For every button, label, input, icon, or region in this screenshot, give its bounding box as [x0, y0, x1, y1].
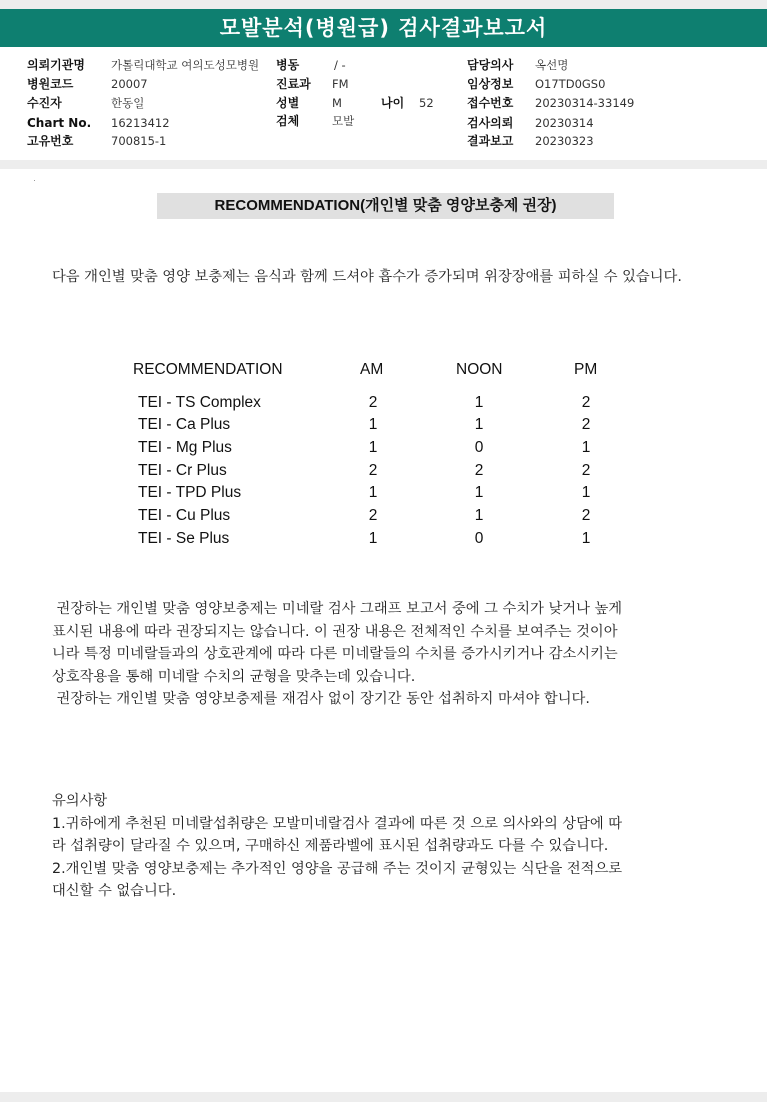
explanation-paragraph [52, 598, 727, 711]
supplement-name: TEI - TS Complex [138, 394, 261, 411]
am-dose: 2 [368, 507, 378, 524]
dept-value: FM [332, 77, 349, 91]
am-dose: 1 [368, 530, 378, 547]
pm-dose: 2 [581, 462, 591, 479]
supplement-name: TEI - TPD Plus [138, 484, 242, 501]
hospital-code-value: 20007 [111, 77, 148, 91]
notes-line: 1.귀하에게 추천된 미네랄섭취량은 모발미네랄검사 결과에 따른 것 으로 의사와의 상담에 따 [52, 815, 623, 832]
notes-line: 대신할 수 없습니다. [52, 883, 177, 900]
clinical-info-value: O17TD0GS0 [535, 77, 606, 91]
noon-dose: 0 [474, 439, 484, 456]
explanation-line: 권장하는 개인별 맞춤 영양보충제는 미네랄 검사 그래프 보고서 중에 그 수치가 낮거나 높게 [52, 601, 623, 617]
unique-id-value: 700815-1 [111, 134, 167, 148]
report-title: 모발분석(병원급) 검사결과보고서 [0, 9, 767, 47]
recommendation-title: RECOMMENDATION(개인별 맞춤 영양보충제 권장) [157, 193, 614, 219]
request-date-value: 20230314 [535, 116, 594, 130]
report-date-label: 결과보고 [467, 134, 514, 148]
supplement-name: TEI - Mg Plus [138, 439, 232, 456]
top-strip [0, 0, 767, 9]
age-label: 나이 [381, 96, 405, 110]
pm-dose: 2 [581, 394, 591, 411]
specimen-value: 모발 [332, 114, 355, 128]
pm-dose: 1 [581, 530, 591, 547]
clinical-info-label: 임상정보 [467, 77, 514, 91]
pm-dose: 2 [581, 416, 591, 433]
supplement-name: TEI - Se Plus [138, 530, 230, 547]
header-recommendation: RECOMMENDATION [133, 361, 283, 378]
supplement-name: TEI - Cu Plus [138, 507, 231, 524]
unique-id-label: 고유번호 [27, 134, 74, 148]
notes-line: 2.개인별 맞춤 영양보충제는 추가적인 영양을 공급해 주는 것이지 균형있는 식단을 전적으로 [52, 860, 623, 877]
noon-dose: 2 [474, 462, 484, 479]
dept-label: 진료과 [276, 77, 311, 91]
institution-label: 의뢰기관명 [27, 58, 85, 72]
sex-label: 성별 [276, 96, 300, 110]
notes-section [52, 790, 727, 903]
intro-paragraph: 다음 개인별 맞춤 영양 보충제는 음식과 함께 드셔야 흡수가 증가되며 위장장애를 피하실 수 있습니다. [52, 269, 682, 285]
report-date-value: 20230323 [535, 134, 594, 148]
header-noon: NOON [456, 361, 503, 378]
chart-no-value: 16213412 [111, 116, 170, 130]
notes-line: 라 섭취량이 달라질 수 있으며, 구매하신 제품라벨에 표시된 섭취량과도 다를 수 있습니다. [52, 838, 609, 855]
am-dose: 1 [368, 484, 378, 501]
chart-no-label: Chart No. [27, 116, 92, 130]
sex-value: M [332, 96, 342, 110]
institution-value: 가톨릭대학교 여의도성모병원 [111, 58, 260, 72]
age-value: 52 [419, 96, 434, 110]
supplement-name: TEI - Cr Plus [138, 462, 227, 479]
explanation-line: 표시된 내용에 따라 권장되지는 않습니다. 이 권장 내용은 전체적인 수치를 보여주는 것이아 [52, 623, 618, 640]
pm-dose: 2 [581, 507, 591, 524]
doctor-value: 옥선명 [535, 58, 569, 72]
am-dose: 1 [368, 439, 378, 456]
header-separator [0, 160, 767, 169]
hospital-code-label: 병원코드 [27, 77, 74, 91]
patient-label: 수진자 [27, 96, 62, 110]
request-date-label: 검사의뢰 [467, 116, 514, 130]
ward-value: / - [334, 58, 346, 72]
patient-info-header [0, 52, 767, 152]
noon-dose: 1 [474, 394, 484, 411]
receipt-no-label: 접수번호 [467, 96, 514, 110]
noon-dose: 1 [474, 507, 484, 524]
header-am: AM [360, 361, 384, 378]
speck [34, 180, 35, 181]
specimen-label: 검체 [276, 114, 300, 128]
header-pm: PM [574, 361, 598, 378]
explanation-line: 권장하는 개인별 맞춤 영양보충제를 재검사 없이 장기간 동안 섭취하지 마셔야 합니다. [52, 691, 590, 708]
receipt-no-value: 20230314-33149 [535, 96, 635, 110]
noon-dose: 1 [474, 484, 484, 501]
bottom-strip [0, 1092, 767, 1102]
noon-dose: 1 [474, 416, 484, 433]
noon-dose: 0 [474, 530, 484, 547]
am-dose: 2 [368, 394, 378, 411]
pm-dose: 1 [581, 439, 591, 456]
notes-heading: 유의사항 [52, 793, 108, 809]
explanation-line: 상호작용을 통해 미네랄 수치의 균형을 맞추는데 있습니다. [52, 668, 416, 685]
supplement-name: TEI - Ca Plus [138, 416, 231, 433]
doctor-label: 담당의사 [467, 58, 514, 72]
explanation-line: 니라 특정 미네랄들과의 상호관계에 따라 다른 미네랄들의 수치를 증가시키거나 감소시키는 [52, 646, 618, 663]
am-dose: 2 [368, 462, 378, 479]
patient-value: 한동일 [111, 96, 145, 110]
pm-dose: 1 [581, 484, 591, 501]
ward-label: 병동 [276, 58, 300, 72]
am-dose: 1 [368, 416, 378, 433]
